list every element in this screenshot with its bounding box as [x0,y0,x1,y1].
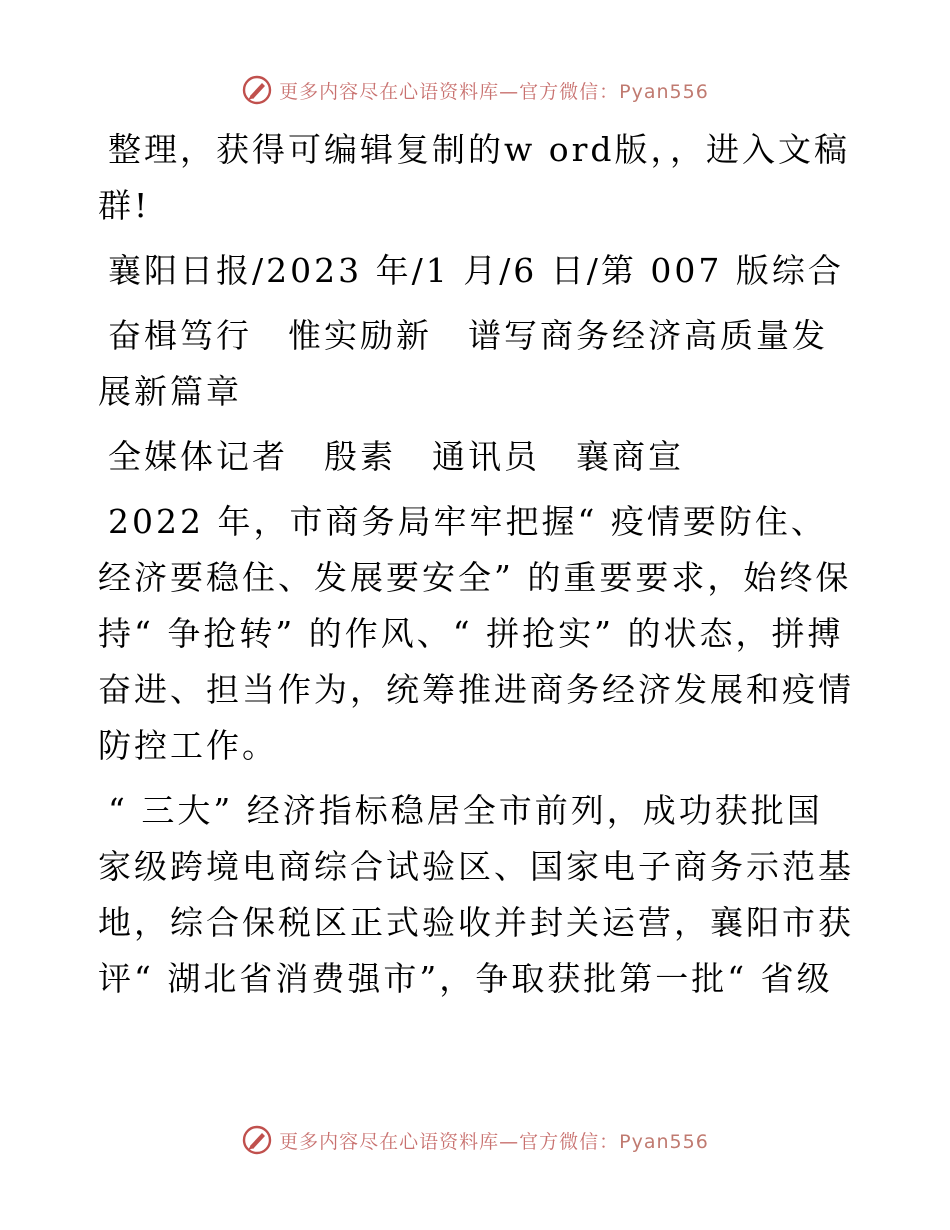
intro-paragraph: 整理，获得可编辑复制的w ord版，，进入文稿群! [98,130,851,225]
pen-seal-icon [241,1124,273,1156]
source-line: 襄阳日报/2023 年/1 月/6 日/第 007 版综合 [108,251,844,290]
article-title: 奋楫笃行 惟实励新 谱写商务经济高质量发展新篇章 [98,316,828,411]
watermark-text: 更多内容尽在心语资料库—官方微信：Pyan556 [279,1130,709,1153]
document-body [98,120,858,1016]
watermark-text: 更多内容尽在心语资料库—官方微信：Pyan556 [279,80,709,103]
footer-watermark [0,1120,950,1160]
body-paragraph: 2022 年，市商务局牢牢把握“ 疫情要防住、经济要稳住、发展要安全” 的重要要求，始终保持“ 争抢转” 的作风、“ 拼抢实” 的状态，拼搏奋进、担当作为，统筹推进商务经济发展和疫情防控工作。 [98,502,854,765]
header-watermark [0,70,950,110]
byline: 全媒体记者 殷素 通讯员 襄商宣 [108,437,684,476]
pen-seal-icon [241,74,273,106]
body-paragraph: “ 三大” 经济指标稳居全市前列，成功获批国家级跨境电商综合试验区、国家电子商务示范基地，综合保税区正式验收并封关运营，襄阳市获评“ 湖北省消费强市”，争取获批第一批“ 省级 [98,791,854,998]
